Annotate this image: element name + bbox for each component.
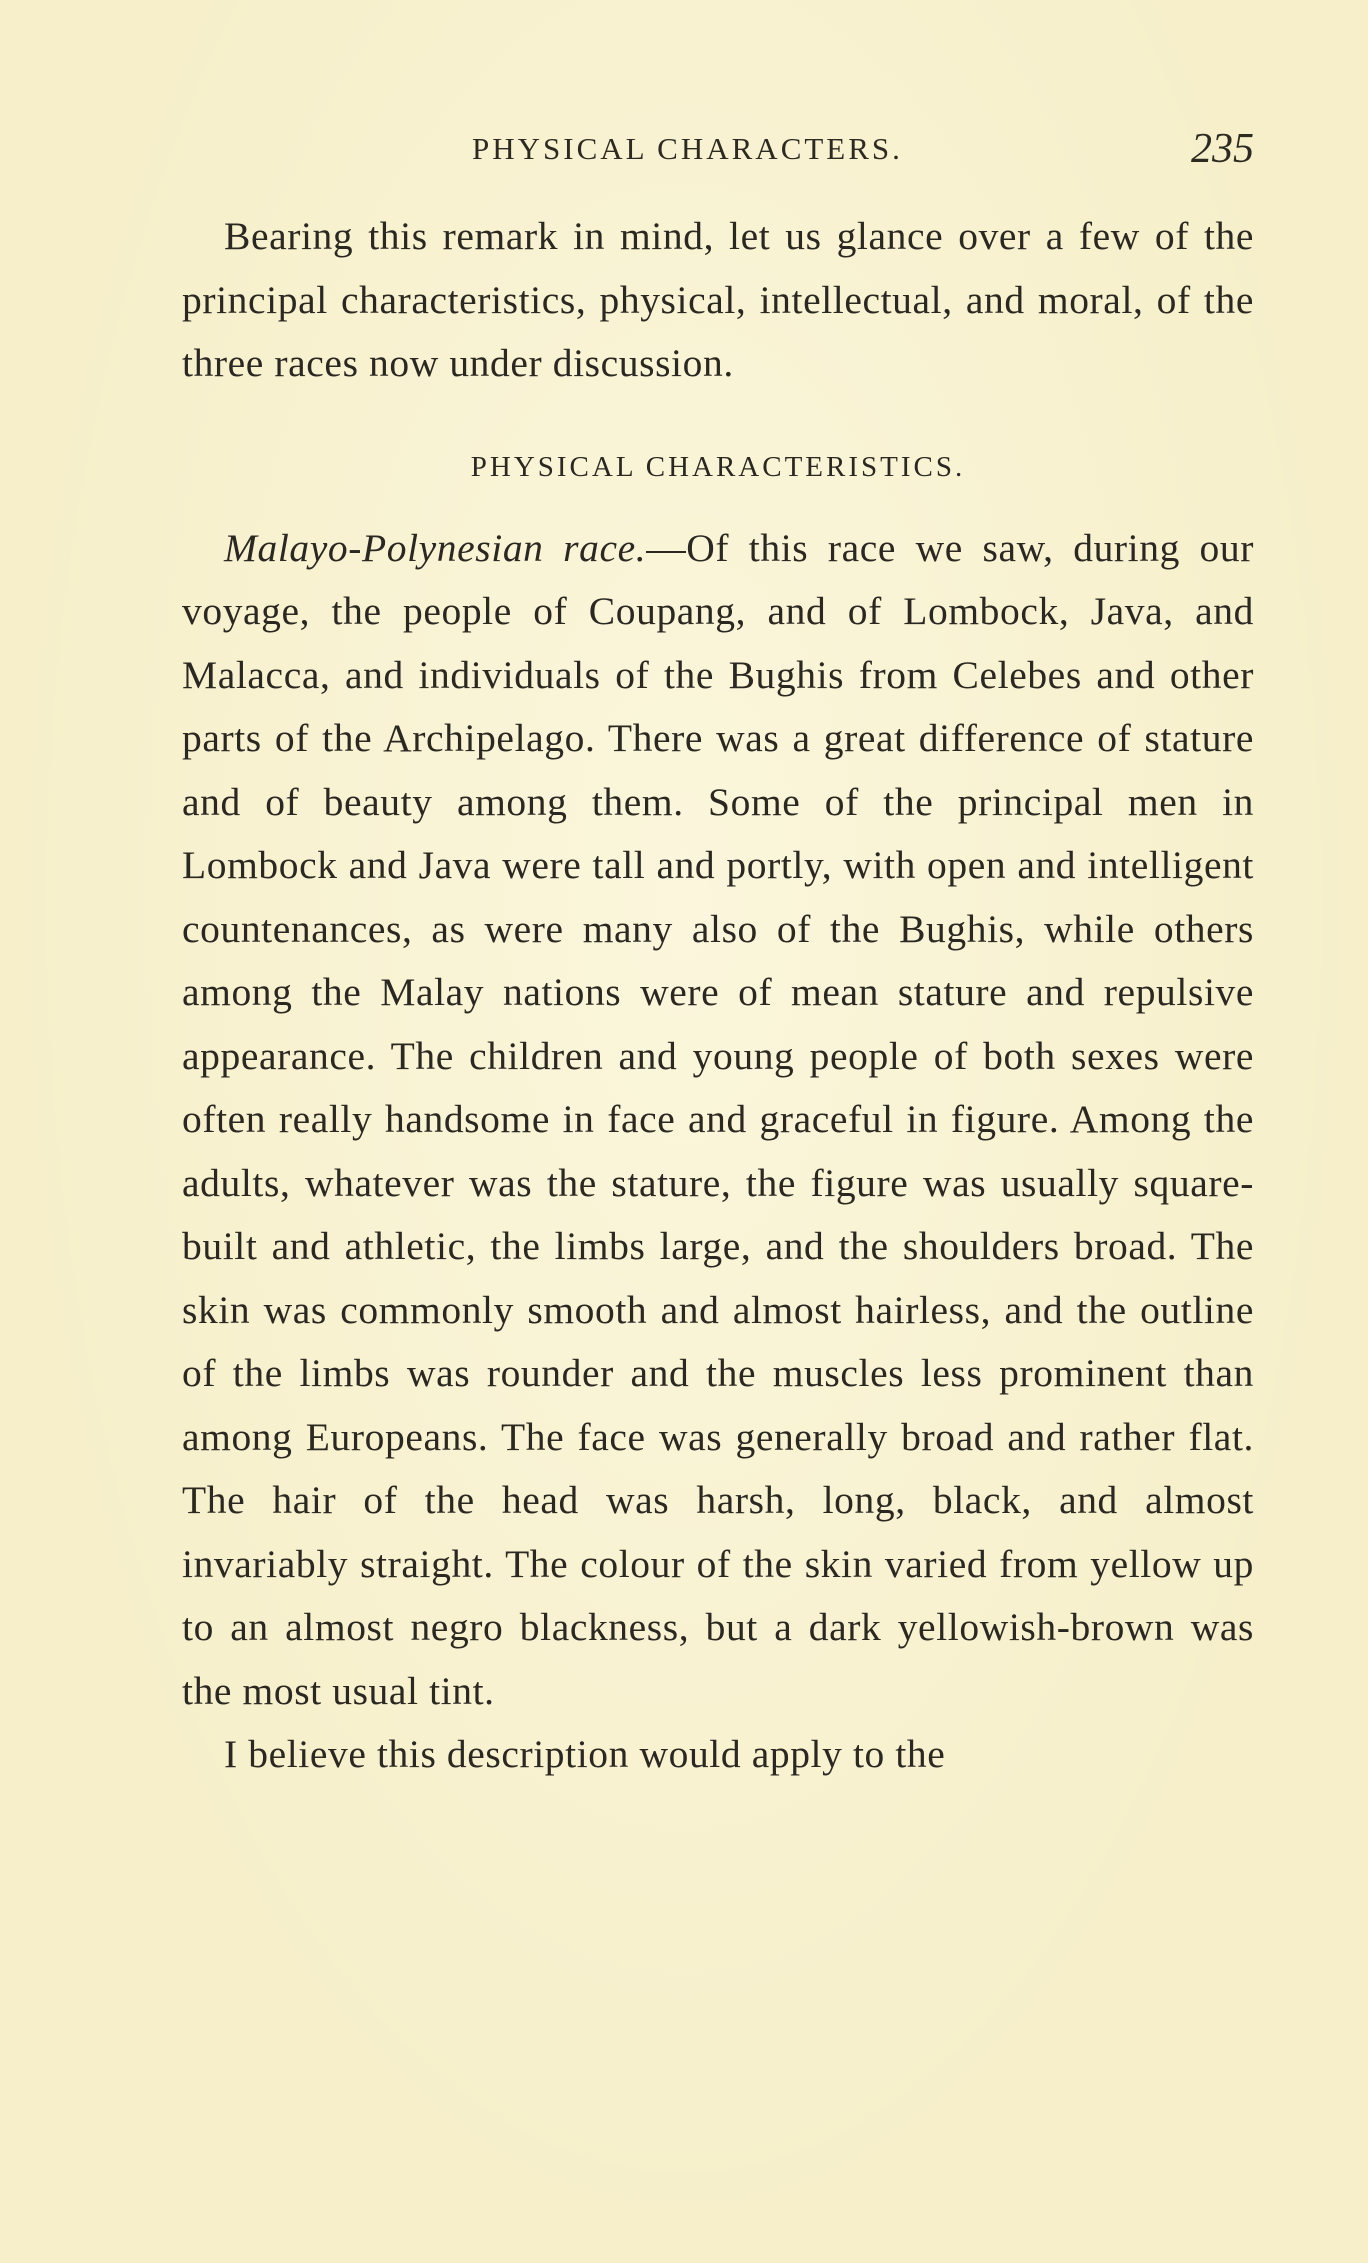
body-text [182,205,1254,1787]
malay-lead-italic: Malayo-Polynesian race. [224,525,647,570]
malay-paragraph-body: —Of this race we saw, during our voyage, the people of Coupang, and of Lombock, Java, and Malacca, and individuals of the Bughis from Celebes and other parts of the Archipelago. There was a great difference of stature and of beauty among them. Some of the principal men in Lombock and Java were tall and portly, with open and intelligent countenances, as were many also of the Bughis, while others among the Malay nations were of mean stature and repulsive appearance. The children and young people of both sexes were often really handsome in face and graceful in figure. Among the adults, whatever was the stature, the figure was usually square-built and athletic, the limbs large, and the shoulders broad. The skin was commonly smooth and almost hairless, and the outline of the limbs was rounder and the muscles less prominent than among Europeans. The face was generally broad and rather flat. The hair of the head was harsh, long, black, and almost invariably straight. The colour of the skin varied from yellow up to an almost negro blackness, but a dark yellowish-brown was the most usual tint. [182,525,1255,1713]
section-heading: PHYSICAL CHARACTERISTICS. [470,450,966,483]
intro-paragraph: Bearing this remark in mind, let us glance over a few of the principal characteristics, physical, intellectual, and moral, of the three races now under discussion. [182,214,1254,385]
closing-paragraph: I believe this description would apply to the [224,1732,946,1776]
page-number: 235 [1191,126,1254,172]
running-title: PHYSICAL CHARACTERS. [472,131,903,166]
malay-paragraph [182,517,1254,1724]
running-head [182,125,1254,185]
